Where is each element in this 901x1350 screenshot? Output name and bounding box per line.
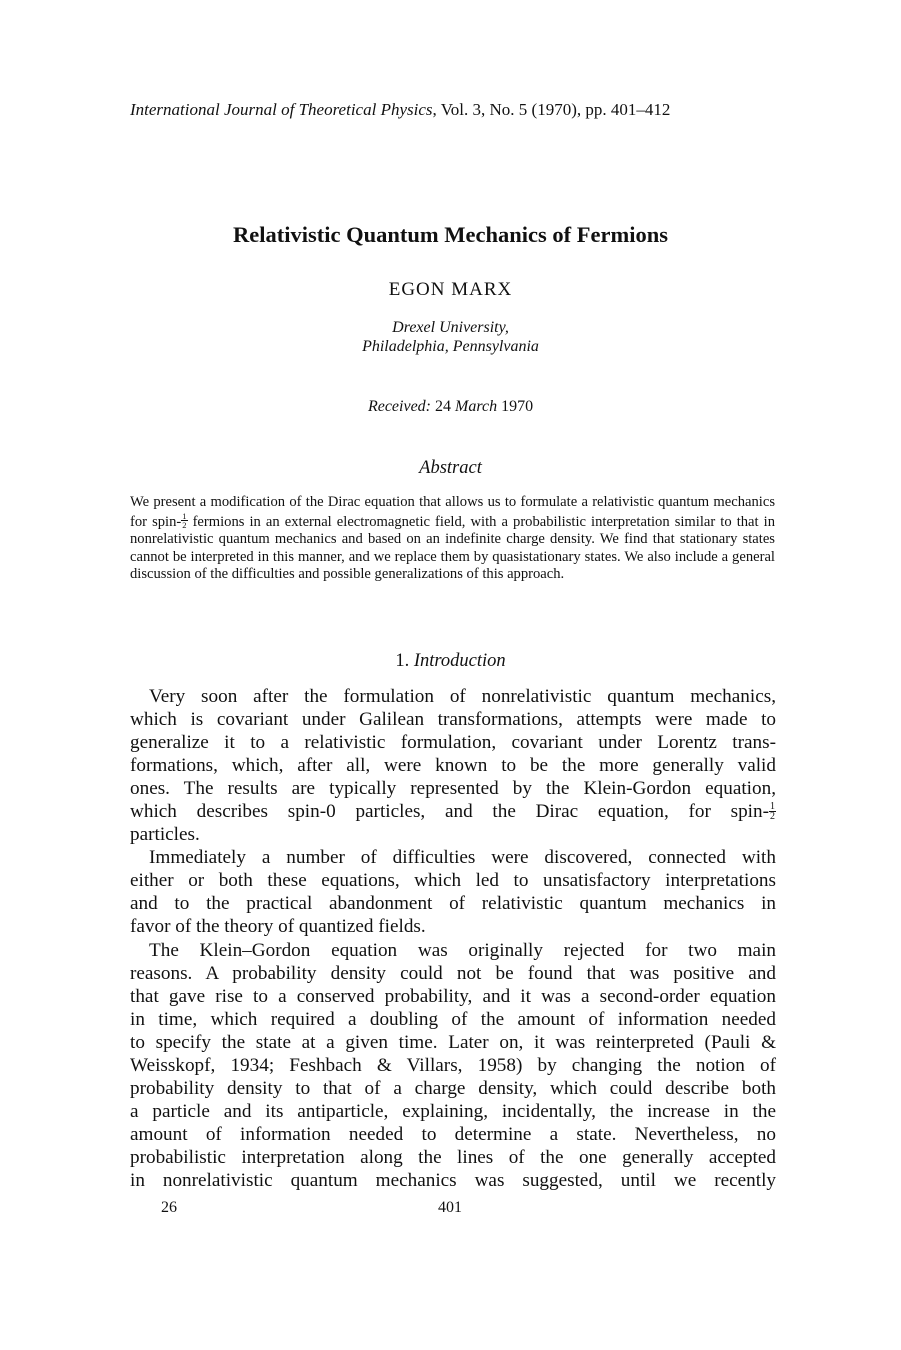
body-line: that gave rise to a conserved probability, and it was a second-order equation bbox=[130, 985, 776, 1007]
received-year: 1970 bbox=[501, 398, 534, 415]
received-date bbox=[0, 398, 901, 416]
received-day: 24 bbox=[435, 398, 451, 415]
abstract-text bbox=[130, 494, 775, 584]
affiliation-institution: Drexel University, bbox=[392, 319, 509, 336]
abstract-fraction-numerator: 1 bbox=[182, 510, 187, 521]
journal-volume-info: , Vol. 3, No. 5 (1970), pp. 401–412 bbox=[432, 100, 671, 119]
introduction-body bbox=[130, 685, 776, 1192]
author-name: EGON MARX bbox=[388, 279, 513, 300]
body-line: in time, which required a doubling of the amount of information needed bbox=[130, 1008, 776, 1030]
body-line: Immediately a number of difficulties were discovered, connected with bbox=[149, 847, 776, 869]
journal-name: International Journal of Theoretical Physics bbox=[130, 100, 433, 119]
section-heading bbox=[0, 651, 901, 672]
body-line: and to the practical abandonment of relativistic quantum mechanics in bbox=[130, 893, 776, 915]
body-line: Very soon after the formulation of nonrelativistic quantum mechanics, bbox=[149, 686, 776, 707]
received-label: Received: bbox=[367, 398, 431, 415]
section-number: 1. bbox=[395, 651, 410, 671]
body-line-with-fraction bbox=[130, 800, 776, 823]
spin-fraction bbox=[769, 802, 776, 821]
page-number: 401 bbox=[438, 1199, 462, 1216]
body-line: to specify the state at a given time. Later on, it was reinterpreted (Pauli & bbox=[130, 1031, 776, 1053]
received-month: March bbox=[455, 398, 498, 415]
body-line: which is covariant under Galilean transformations, attempts were made to bbox=[130, 709, 776, 731]
body-line: formations, which, after all, were known to be the more generally valid bbox=[130, 755, 776, 777]
body-line: amount of information needed to determine a state. Nevertheless, no bbox=[130, 1123, 776, 1145]
body-line: ones. The results are typically represented by the Klein-Gordon equation, bbox=[130, 778, 776, 800]
abstract-text-start: We present a modification of the Dirac equation that allows us to formulate a relativistic quantum mechanics for spin- bbox=[130, 494, 775, 530]
paper-title: Relativistic Quantum Mechanics of Fermions bbox=[233, 222, 668, 247]
body-line: probability density to that of a charge density, which could describe both bbox=[130, 1077, 776, 1099]
body-line: probabilistic interpretation along the lines of the one generally accepted bbox=[130, 1146, 776, 1168]
affiliation-location: Philadelphia, Pennsylvania bbox=[362, 338, 539, 355]
spin-fraction-numerator: 1 bbox=[770, 801, 775, 813]
body-line: particles. bbox=[130, 824, 200, 846]
abstract-text-end: fermions in an external electromagnetic field, with a probabilistic interpretation similar to that in nonrelativistic quantum mechanics and based on an indefinite charge density. We find that stationary states cannot be interpreted in this manner, and we replace them by quasistationary states. We also include a general discussion of the difficulties and possible generalizations of this approach. bbox=[130, 513, 775, 583]
body-line-text: which describes spin-0 particles, and the Dirac equation, for spin- bbox=[130, 801, 769, 823]
body-line: Weisskopf, 1934; Feshbach & Villars, 1958) by changing the notion of bbox=[130, 1054, 776, 1076]
body-line: The Klein–Gordon equation was originally rejected for two main bbox=[149, 939, 776, 961]
body-line: a particle and its antiparticle, explaining, incidentally, the increase in the bbox=[130, 1100, 776, 1122]
body-line: favor of the theory of quantized fields. bbox=[130, 916, 426, 938]
body-line: either or both these equations, which led to unsatisfactory interpretations bbox=[130, 870, 776, 892]
abstract-fraction-denominator: 2 bbox=[182, 519, 187, 530]
section-title: Introduction bbox=[413, 651, 506, 671]
body-line: in nonrelativistic quantum mechanics was suggested, until we recently bbox=[130, 1169, 776, 1191]
signature-mark: 26 bbox=[161, 1199, 177, 1216]
journal-citation bbox=[130, 100, 810, 120]
body-line: reasons. A probability density could not be found that was positive and bbox=[130, 962, 776, 984]
abstract-heading: Abstract bbox=[419, 458, 482, 478]
body-line: generalize it to a relativistic formulation, covariant under Lorentz trans- bbox=[130, 732, 776, 754]
spin-fraction-denominator: 2 bbox=[770, 811, 775, 823]
